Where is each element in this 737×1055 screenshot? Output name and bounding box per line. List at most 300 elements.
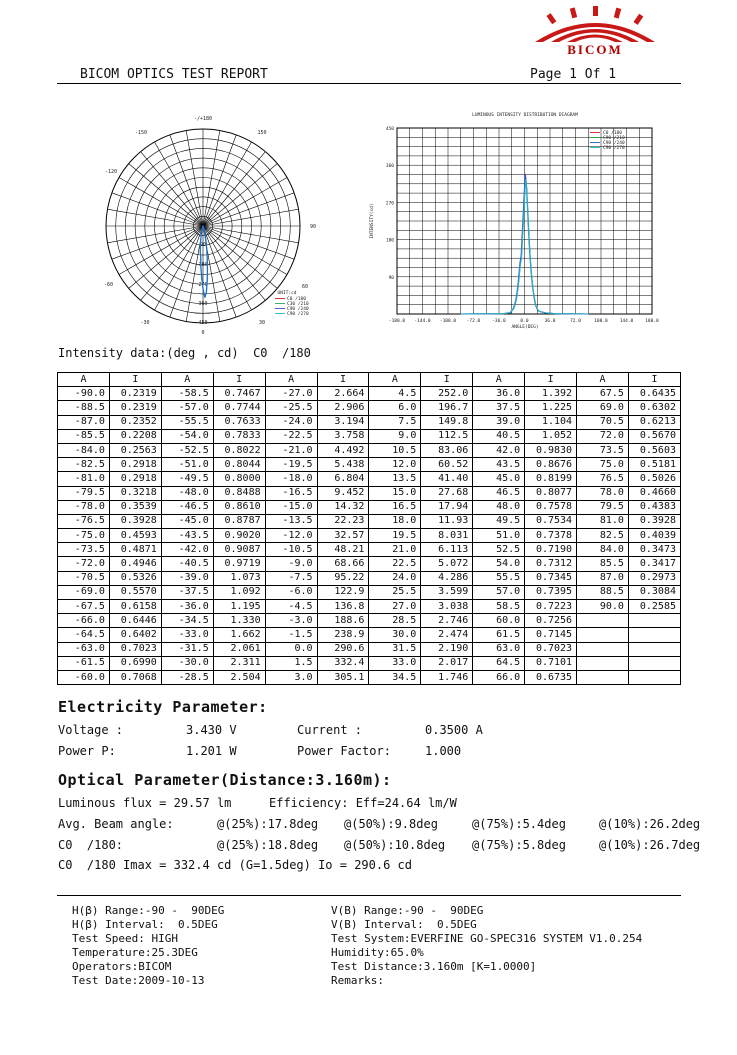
current-value: 0.3500 A <box>425 723 483 737</box>
table-cell: 0.8676 <box>525 458 577 472</box>
table-cell: -42.0 <box>161 543 213 557</box>
c0-label: C0 /180: <box>58 838 124 852</box>
table-cell: 4.5 <box>369 387 421 401</box>
table-cell: 0.3928 <box>628 514 680 528</box>
table-cell: -64.5 <box>58 628 110 642</box>
table-cell: -73.5 <box>58 543 110 557</box>
table-cell <box>628 628 680 642</box>
table-cell: 5.438 <box>317 458 369 472</box>
table-cell: 22.23 <box>317 514 369 528</box>
table-cell: 0.2918 <box>109 472 161 486</box>
table-row <box>58 543 681 557</box>
table-cell: -9.0 <box>265 557 317 571</box>
polar-chart <box>105 110 340 335</box>
table-cell: 9.452 <box>317 486 369 500</box>
c0-angle-75: @(75%):5.8deg <box>472 838 566 852</box>
table-cell: 188.6 <box>317 614 369 628</box>
table-cell: 30.0 <box>369 628 421 642</box>
polar-legend-entry: C0 /180 <box>287 297 306 302</box>
table-cell: 2.017 <box>421 656 473 670</box>
table-cell: 7.5 <box>369 415 421 429</box>
table-cell: 2.746 <box>421 614 473 628</box>
table-cell: 0.5026 <box>628 472 680 486</box>
table-cell: -52.5 <box>161 443 213 457</box>
x-tick-label: -72.0 <box>466 319 481 324</box>
report-title: BICOM OPTICS TEST REPORT <box>80 67 268 82</box>
table-cell: 6.804 <box>317 472 369 486</box>
table-cell: 0.9830 <box>525 443 577 457</box>
table-cell: -4.5 <box>265 600 317 614</box>
table-cell: 0.3218 <box>109 486 161 500</box>
table-cell: 0.6158 <box>109 600 161 614</box>
table-cell: 25.5 <box>369 585 421 599</box>
table-cell: 52.5 <box>473 543 525 557</box>
table-cell <box>577 670 629 684</box>
table-cell: 69.0 <box>577 401 629 415</box>
table-cell: 34.5 <box>369 670 421 684</box>
table-cell: 3.0 <box>265 670 317 684</box>
table-cell: 0.4946 <box>109 557 161 571</box>
y-tick-label: 360 <box>385 164 394 170</box>
table-cell: 305.1 <box>317 670 369 684</box>
table-cell <box>577 642 629 656</box>
table-cell: 3.758 <box>317 429 369 443</box>
footer-test-system: Test System:EVERFINE GO-SPEC316 SYSTEM V1.0.254 <box>331 932 643 945</box>
table-cell: -10.5 <box>265 543 317 557</box>
table-cell: 60.0 <box>473 614 525 628</box>
table-row <box>58 443 681 457</box>
table-row <box>58 486 681 500</box>
beam-angle-label: Avg. Beam angle: <box>58 817 174 831</box>
table-cell: 42.0 <box>473 443 525 457</box>
table-cell: 83.06 <box>421 443 473 457</box>
table-cell: 2.664 <box>317 387 369 401</box>
table-cell: 95.22 <box>317 571 369 585</box>
table-cell <box>628 670 680 684</box>
polar-label-60: 60 <box>302 284 309 290</box>
table-cell: 32.57 <box>317 529 369 543</box>
polar-label-150: 150 <box>257 130 267 136</box>
table-cell: -51.0 <box>161 458 213 472</box>
bicom-logo <box>515 10 675 58</box>
table-cell: -49.5 <box>161 472 213 486</box>
table-cell <box>577 656 629 670</box>
beam-angle-25: @(25%):17.8deg <box>217 817 319 831</box>
x-tick-label: 180.0 <box>645 319 659 324</box>
table-cell: 1.104 <box>525 415 577 429</box>
table-cell: 18.0 <box>369 514 421 528</box>
table-cell: -63.0 <box>58 642 110 656</box>
table-cell: 0.0 <box>265 642 317 656</box>
footer-test-speed: Test Speed: HIGH <box>72 932 178 945</box>
table-cell: 14.32 <box>317 500 369 514</box>
x-tick-label: -180.0 <box>388 319 406 324</box>
table-cell: 0.2208 <box>109 429 161 443</box>
column-header: I <box>421 373 473 387</box>
table-cell: 0.7023 <box>109 642 161 656</box>
table-cell: 0.6213 <box>628 415 680 429</box>
table-cell: 70.5 <box>577 415 629 429</box>
column-header: A <box>473 373 525 387</box>
column-header: I <box>213 373 265 387</box>
table-cell: -12.0 <box>265 529 317 543</box>
polar-radial-450: 450 <box>198 320 208 326</box>
table-body <box>58 387 681 685</box>
table-cell: -76.5 <box>58 514 110 528</box>
table-cell: 238.9 <box>317 628 369 642</box>
footer-v-interval: V(B) Interval: 0.5DEG <box>331 918 477 931</box>
table-cell: 19.5 <box>369 529 421 543</box>
table-cell: 0.3928 <box>109 514 161 528</box>
table-cell: 0.7023 <box>525 642 577 656</box>
polar-radial-90: 90 <box>199 242 207 248</box>
polar-label-30: 30 <box>258 320 266 326</box>
footer-remarks: Remarks: <box>331 974 384 987</box>
table-cell: -40.5 <box>161 557 213 571</box>
footer-test-distance: Test Distance:3.160m [K=1.0000] <box>331 960 537 973</box>
table-cell <box>628 642 680 656</box>
table-cell: 0.7223 <box>525 600 577 614</box>
table-cell: 48.21 <box>317 543 369 557</box>
table-cell: 72.0 <box>577 429 629 443</box>
table-cell: -3.0 <box>265 614 317 628</box>
table-cell: 13.5 <box>369 472 421 486</box>
table-cell: 68.66 <box>317 557 369 571</box>
table-cell: -85.5 <box>58 429 110 443</box>
table-cell: -60.0 <box>58 670 110 684</box>
table-cell: 33.0 <box>369 656 421 670</box>
table-cell: -48.0 <box>161 486 213 500</box>
table-cell: -61.5 <box>58 656 110 670</box>
current-label: Current : <box>297 723 363 737</box>
power-value: 1.201 W <box>186 744 237 758</box>
table-cell: -1.5 <box>265 628 317 642</box>
footer-test-date: Test Date:2009-10-13 <box>72 974 205 987</box>
footer-h-interval: H(β) Interval: 0.5DEG <box>72 918 218 931</box>
table-cell: 0.7395 <box>525 585 577 599</box>
table-cell: 0.2319 <box>109 401 161 415</box>
table-cell: 0.7101 <box>525 656 577 670</box>
table-cell: -66.0 <box>58 614 110 628</box>
luminous-flux: Luminous flux = 29.57 lm <box>58 796 232 810</box>
table-cell: 0.7068 <box>109 670 161 684</box>
table-cell: -75.0 <box>58 529 110 543</box>
table-cell: 58.5 <box>473 600 525 614</box>
table-cell: 0.3539 <box>109 500 161 514</box>
table-row <box>58 387 681 401</box>
intensity-table <box>57 372 681 685</box>
table-cell: 332.4 <box>317 656 369 670</box>
table-row <box>58 415 681 429</box>
polar-label-m60: -60 <box>104 282 114 288</box>
imax-line: C0 /180 Imax = 332.4 cd (G=1.5deg) Io = 290.6 cd <box>58 858 413 872</box>
table-cell: 1.052 <box>525 429 577 443</box>
x-tick-label: 144.0 <box>619 319 634 324</box>
polar-label-m150: -150 <box>134 130 148 136</box>
table-cell: 60.52 <box>421 458 473 472</box>
polar-legend-title: UNIT:cd <box>277 291 297 296</box>
table-cell: 0.7534 <box>525 514 577 528</box>
polar-radial-180: 180 <box>198 262 208 268</box>
table-cell: 0.7378 <box>525 529 577 543</box>
chart-title: LUMINOUS INTENSITY DISTRIBUTION DIAGRAM <box>472 113 578 118</box>
table-cell: 149.8 <box>421 415 473 429</box>
table-cell: 0.3417 <box>628 557 680 571</box>
line-chart <box>365 108 665 333</box>
x-tick-label: 0.0 <box>520 319 529 324</box>
table-cell: 0.6735 <box>525 670 577 684</box>
table-row <box>58 500 681 514</box>
table-cell: 27.68 <box>421 486 473 500</box>
table-cell: 4.492 <box>317 443 369 457</box>
table-cell: -36.0 <box>161 600 213 614</box>
table-cell: 90.0 <box>577 600 629 614</box>
table-cell: 0.2563 <box>109 443 161 457</box>
column-header: A <box>369 373 421 387</box>
intensity-distribution-chart <box>365 108 665 333</box>
power-factor-label: Power Factor: <box>297 744 391 758</box>
table-cell: 0.7833 <box>213 429 265 443</box>
table-cell: 67.5 <box>577 387 629 401</box>
table-cell: 0.6402 <box>109 628 161 642</box>
table-cell: 0.2973 <box>628 571 680 585</box>
electricity-title: Electricity Parameter: <box>58 698 268 716</box>
table-cell: 17.94 <box>421 500 473 514</box>
c0-angle-25: @(25%):18.8deg <box>217 838 319 852</box>
table-cell: -18.0 <box>265 472 317 486</box>
table-cell: 0.8077 <box>525 486 577 500</box>
table-cell: 66.0 <box>473 670 525 684</box>
table-cell: -37.5 <box>161 585 213 599</box>
table-cell: 40.5 <box>473 429 525 443</box>
table-row <box>58 571 681 585</box>
column-header: I <box>525 373 577 387</box>
table-cell: 81.0 <box>577 514 629 528</box>
footer-rule <box>57 895 681 896</box>
table-row <box>58 585 681 599</box>
table-cell: 8.031 <box>421 529 473 543</box>
table-cell: 1.225 <box>525 401 577 415</box>
table-cell: 0.8610 <box>213 500 265 514</box>
table-cell: 0.9719 <box>213 557 265 571</box>
table-cell: 1.073 <box>213 571 265 585</box>
table-cell: 15.0 <box>369 486 421 500</box>
beam-angle-75: @(75%):5.4deg <box>472 817 566 831</box>
table-cell: -25.5 <box>265 401 317 415</box>
table-cell: -84.0 <box>58 443 110 457</box>
table-cell: 0.5181 <box>628 458 680 472</box>
table-cell <box>577 628 629 642</box>
table-cell: 87.0 <box>577 571 629 585</box>
table-cell: 0.9020 <box>213 529 265 543</box>
table-cell: 1.392 <box>525 387 577 401</box>
x-tick-label: -144.0 <box>414 319 431 324</box>
table-cell: 41.40 <box>421 472 473 486</box>
table-cell: 1.662 <box>213 628 265 642</box>
column-header: I <box>628 373 680 387</box>
c0-angle-10: @(10%):26.7deg <box>599 838 701 852</box>
table-cell: -15.0 <box>265 500 317 514</box>
footer-h-range: H(β) Range:-90 - 90DEG <box>72 904 225 917</box>
table-cell: 0.2319 <box>109 387 161 401</box>
table-cell: -82.5 <box>58 458 110 472</box>
table-cell: -24.0 <box>265 415 317 429</box>
table-cell: 122.9 <box>317 585 369 599</box>
logo-text: BICOM <box>567 42 623 57</box>
table-cell: 0.8787 <box>213 514 265 528</box>
table-cell: 0.2352 <box>109 415 161 429</box>
table-cell: 0.8000 <box>213 472 265 486</box>
table-cell: 27.0 <box>369 600 421 614</box>
footer-operators: Operators:BICOM <box>72 960 172 973</box>
table-cell: 0.7744 <box>213 401 265 415</box>
table-cell: -78.0 <box>58 500 110 514</box>
table-cell: -28.5 <box>161 670 213 684</box>
table-cell: 22.5 <box>369 557 421 571</box>
table-cell: 63.0 <box>473 642 525 656</box>
table-row <box>58 401 681 415</box>
table-cell: 0.7145 <box>525 628 577 642</box>
table-cell: 0.8488 <box>213 486 265 500</box>
y-tick-label: 450 <box>385 127 394 132</box>
table-cell: 0.8199 <box>525 472 577 486</box>
table-cell: 82.5 <box>577 529 629 543</box>
table-cell: 24.0 <box>369 571 421 585</box>
table-cell: -55.5 <box>161 415 213 429</box>
table-cell: 84.0 <box>577 543 629 557</box>
table-cell: 0.6435 <box>628 387 680 401</box>
polar-label-m30: -30 <box>140 320 150 326</box>
voltage-label: Voltage : <box>58 723 124 737</box>
table-cell: 2.311 <box>213 656 265 670</box>
y-tick-label: 90 <box>388 275 394 281</box>
table-cell: 3.194 <box>317 415 369 429</box>
table-cell: 45.0 <box>473 472 525 486</box>
footer-v-range: V(B) Range:-90 - 90DEG <box>331 904 484 917</box>
table-header-row <box>58 373 681 387</box>
table-cell: 0.4871 <box>109 543 161 557</box>
table-cell: 0.9087 <box>213 543 265 557</box>
table-cell: 10.5 <box>369 443 421 457</box>
optical-title: Optical Parameter(Distance:3.160m): <box>58 771 392 789</box>
table-cell: 1.5 <box>265 656 317 670</box>
table-cell: -46.5 <box>161 500 213 514</box>
table-cell: 0.8044 <box>213 458 265 472</box>
table-cell: 0.7345 <box>525 571 577 585</box>
table-row <box>58 557 681 571</box>
table-cell: -16.5 <box>265 486 317 500</box>
table-cell: 0.2918 <box>109 458 161 472</box>
table-cell: -81.0 <box>58 472 110 486</box>
polar-legend-entry: C30 /210 <box>287 302 309 307</box>
table-row <box>58 670 681 684</box>
y-axis-label: INTENSITY(cd) <box>370 203 375 239</box>
table-cell: 78.0 <box>577 486 629 500</box>
table-row <box>58 628 681 642</box>
table-cell: 51.0 <box>473 529 525 543</box>
table-cell: -21.0 <box>265 443 317 457</box>
table-cell <box>577 614 629 628</box>
table-cell: 21.0 <box>369 543 421 557</box>
table-cell: 0.7633 <box>213 415 265 429</box>
column-header: I <box>109 373 161 387</box>
table-cell: 36.0 <box>473 387 525 401</box>
table-row <box>58 472 681 486</box>
table-cell: 0.5603 <box>628 443 680 457</box>
table-cell: 0.3084 <box>628 585 680 599</box>
table-cell: 73.5 <box>577 443 629 457</box>
column-header: I <box>317 373 369 387</box>
table-cell: 2.504 <box>213 670 265 684</box>
table-cell: 0.6446 <box>109 614 161 628</box>
table-cell: 2.061 <box>213 642 265 656</box>
table-cell: 79.5 <box>577 500 629 514</box>
table-cell: 76.5 <box>577 472 629 486</box>
table-cell: 2.474 <box>421 628 473 642</box>
voltage-value: 3.430 V <box>186 723 237 737</box>
table-cell: 0.2585 <box>628 600 680 614</box>
table-cell: 64.5 <box>473 656 525 670</box>
table-cell: -19.5 <box>265 458 317 472</box>
table-cell: -33.0 <box>161 628 213 642</box>
table-row <box>58 514 681 528</box>
table-cell: 0.7190 <box>525 543 577 557</box>
table-cell: 0.4039 <box>628 529 680 543</box>
table-cell: -31.5 <box>161 642 213 656</box>
table-cell: 0.5570 <box>109 585 161 599</box>
table-cell: -54.0 <box>161 429 213 443</box>
x-tick-label: -36.0 <box>492 319 506 324</box>
table-cell: 0.5670 <box>628 429 680 443</box>
table-cell: 39.0 <box>473 415 525 429</box>
table-row <box>58 614 681 628</box>
x-tick-label: 108.0 <box>594 319 608 324</box>
table-row <box>58 529 681 543</box>
footer-temperature: Temperature:25.3DEG <box>72 946 198 959</box>
table-cell: -90.0 <box>58 387 110 401</box>
table-cell: 0.4593 <box>109 529 161 543</box>
table-cell: 2.190 <box>421 642 473 656</box>
efficiency: Efficiency: Eff=24.64 lm/W <box>269 796 457 810</box>
table-cell: 0.3473 <box>628 543 680 557</box>
table-cell: 112.5 <box>421 429 473 443</box>
beam-angle-10: @(10%):26.2deg <box>599 817 701 831</box>
table-cell: -58.5 <box>161 387 213 401</box>
x-tick-label: 72.0 <box>570 319 581 324</box>
polar-label-180: -/+180 <box>193 116 213 122</box>
table-cell: 31.5 <box>369 642 421 656</box>
polar-diagram <box>105 110 340 335</box>
table-cell: 12.0 <box>369 458 421 472</box>
c0-angle-50: @(50%):10.8deg <box>344 838 446 852</box>
polar-legend-entry: C90 /240 <box>287 307 309 312</box>
table-cell: 0.6302 <box>628 401 680 415</box>
table-cell: -34.5 <box>161 614 213 628</box>
table-cell: 196.7 <box>421 401 473 415</box>
column-header: A <box>161 373 213 387</box>
table-cell: 136.8 <box>317 600 369 614</box>
table-cell: 9.0 <box>369 429 421 443</box>
table-cell: 37.5 <box>473 401 525 415</box>
table-cell: 1.092 <box>213 585 265 599</box>
table-cell: 252.0 <box>421 387 473 401</box>
intensity-data-title: Intensity data:(deg , cd) C0 /180 <box>58 346 311 360</box>
table-cell: 49.5 <box>473 514 525 528</box>
beam-angle-50: @(50%):9.8deg <box>344 817 438 831</box>
footer-humidity: Humidity:65.0% <box>331 946 424 959</box>
table-cell: 11.93 <box>421 514 473 528</box>
table-cell: 290.6 <box>317 642 369 656</box>
